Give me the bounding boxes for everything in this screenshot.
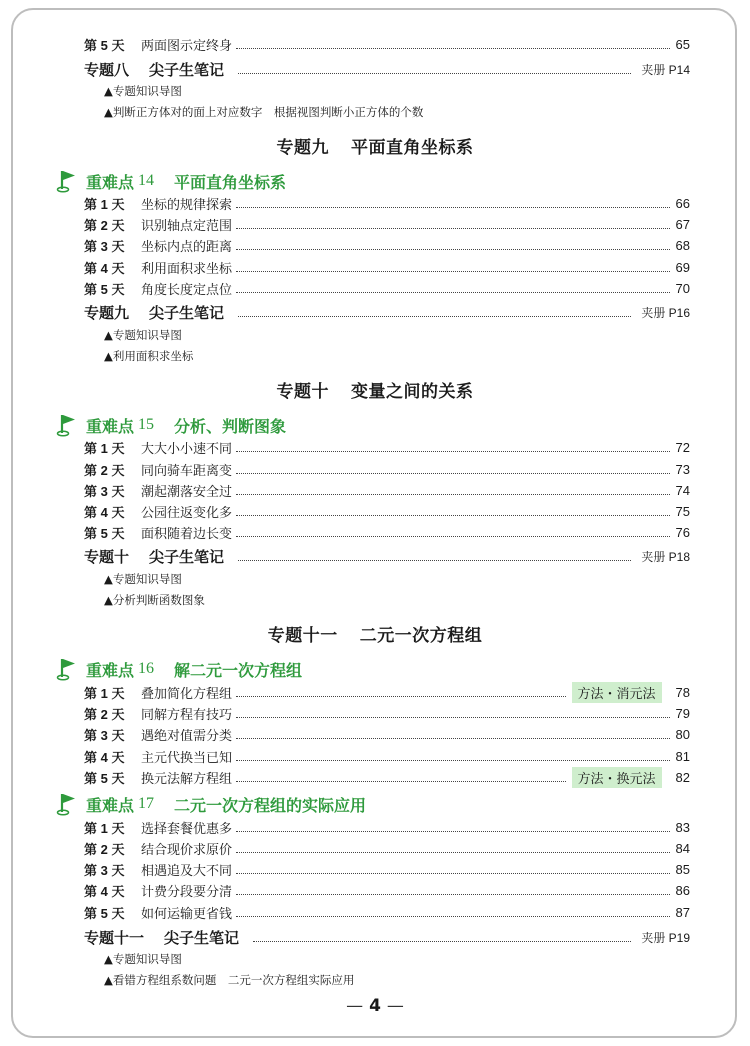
leader-dots (236, 48, 670, 49)
key-point-heading (56, 792, 366, 816)
leader-dots (236, 831, 670, 832)
notebook-subitem: ▲分析判断函数图象 (104, 593, 205, 607)
entry-title: 如何运输更省钱 (141, 906, 233, 922)
topic-label: 专题九 (276, 138, 329, 158)
key-point-label: 重难点 (86, 660, 135, 680)
page-number: 70 (675, 280, 690, 296)
topic-label: 专题八 (84, 60, 130, 79)
entry-title: 选择套餐优惠多 (141, 821, 233, 837)
page-number: 73 (675, 461, 690, 477)
toc-entry[interactable] (84, 278, 690, 298)
notebook-subitem: ▲专题知识导图 (104, 952, 182, 966)
entry-title: 角度长度定点位 (141, 282, 233, 298)
leader-dots (236, 738, 670, 739)
leader-dots (236, 873, 670, 874)
day-label: 第 3 天 (84, 238, 125, 254)
leader-dots (236, 852, 670, 853)
topic-label: 专题十一 (267, 626, 338, 646)
key-point-label: 重难点 (86, 172, 135, 192)
notebook-entry[interactable] (84, 926, 690, 948)
entry-title: 坐标内点的距离 (141, 239, 233, 255)
entry-title: 大大小小速不同 (141, 441, 233, 457)
toc-entry[interactable] (84, 880, 690, 900)
toc-entry[interactable] (84, 193, 690, 213)
footer-dash: — (346, 996, 364, 1016)
toc-entry[interactable] (84, 838, 690, 858)
leader-dots (253, 941, 631, 942)
page-number: 66 (675, 195, 690, 211)
leader-dots (236, 717, 670, 718)
leader-dots (236, 696, 566, 697)
day-label: 第 4 天 (84, 504, 125, 520)
booklet-ref: 夹册 P18 (641, 549, 690, 564)
toc-entry[interactable] (84, 459, 690, 479)
key-point-number: 16 (138, 660, 155, 677)
key-point-number: 17 (138, 795, 155, 812)
entry-title: 识别轴点定范围 (141, 218, 233, 234)
page-number: 74 (675, 482, 690, 498)
day-label: 第 5 天 (84, 905, 125, 921)
day-label: 第 3 天 (84, 727, 125, 743)
day-label: 第 1 天 (84, 685, 125, 701)
key-point-label: 重难点 (86, 416, 135, 436)
notebook-subitem: ▲专题知识导图 (104, 572, 182, 586)
leader-dots (236, 292, 670, 293)
entry-title: 同解方程有技巧 (141, 707, 233, 723)
page-number: 75 (675, 503, 690, 519)
key-point-title: 二元一次方程组的实际应用 (174, 795, 367, 815)
method-tag: 方法・换元法 (572, 767, 662, 788)
page-number: 72 (675, 439, 690, 455)
day-label: 第 5 天 (84, 37, 125, 53)
notebook-subitem: ▲看错方程组系数问题 二元一次方程组实际应用 (104, 973, 355, 987)
notebook-title: 尖子生笔记 (149, 547, 225, 566)
notebook-title: 尖子生笔记 (149, 303, 225, 322)
topic-label: 专题十一 (84, 928, 145, 947)
notebook-subitem: ▲利用面积求坐标 (104, 349, 194, 363)
page-number: 80 (675, 726, 690, 742)
entry-title: 同向骑车距离变 (141, 463, 233, 479)
notebook-title: 尖子生笔记 (149, 60, 225, 79)
day-label: 第 3 天 (84, 862, 125, 878)
entry-title: 公园往返变化多 (141, 505, 233, 521)
notebook-entry[interactable] (84, 545, 690, 567)
entry-title: 利用面积求坐标 (141, 261, 233, 277)
page-number: 87 (675, 904, 690, 920)
page-number: 76 (675, 524, 690, 540)
flag-icon (56, 413, 78, 437)
topic-heading (0, 621, 750, 646)
day-label: 第 4 天 (84, 260, 125, 276)
notebook-entry[interactable] (84, 301, 690, 323)
page-number: 79 (675, 705, 690, 721)
toc-entry[interactable] (84, 214, 690, 234)
page-number: 68 (675, 237, 690, 253)
footer-dash: — (386, 996, 404, 1016)
key-point-title: 平面直角坐标系 (174, 172, 287, 192)
toc-entry[interactable] (84, 767, 690, 787)
leader-dots (238, 316, 631, 317)
page-footer (0, 996, 750, 1016)
entry-title: 计费分段要分清 (141, 884, 233, 900)
notebook-title: 尖子生笔记 (164, 928, 240, 947)
toc-entry[interactable] (84, 437, 690, 457)
entry-title: 叠加简化方程组 (141, 686, 233, 702)
notebook-entry[interactable] (84, 58, 690, 80)
toc-entry[interactable] (84, 235, 690, 255)
page-number: 86 (675, 882, 690, 898)
booklet-ref: 夹册 P16 (641, 305, 690, 320)
toc-entry[interactable] (84, 703, 690, 723)
day-label: 第 4 天 (84, 749, 125, 765)
leader-dots (236, 207, 670, 208)
leader-dots (238, 73, 631, 74)
leader-dots (236, 473, 670, 474)
entry-title: 相遇追及大不同 (141, 863, 233, 879)
leader-dots (236, 515, 670, 516)
topic-heading (0, 377, 750, 402)
key-point-number: 14 (138, 172, 155, 189)
topic-title: 变量之间的关系 (351, 382, 474, 402)
day-label: 第 1 天 (84, 440, 125, 456)
leader-dots (236, 494, 670, 495)
entry-title: 遇绝对值需分类 (141, 728, 233, 744)
day-label: 第 2 天 (84, 706, 125, 722)
day-label: 第 1 天 (84, 196, 125, 212)
day-label: 第 2 天 (84, 841, 125, 857)
leader-dots (236, 271, 670, 272)
toc-entry[interactable] (84, 724, 690, 744)
toc-entry[interactable] (84, 902, 690, 922)
day-label: 第 2 天 (84, 217, 125, 233)
page-number: 84 (675, 840, 690, 856)
page-number: 69 (675, 259, 690, 275)
key-point-heading (56, 657, 302, 681)
day-label: 第 2 天 (84, 462, 125, 478)
leader-dots (236, 894, 670, 895)
page-number: 85 (675, 861, 690, 877)
entry-title: 两面图示定终身 (141, 38, 233, 54)
topic-heading (0, 133, 750, 158)
toc-entry[interactable] (84, 480, 690, 500)
page-number: 83 (675, 819, 690, 835)
key-point-title: 解二元一次方程组 (174, 660, 303, 680)
flag-icon (56, 169, 78, 193)
notebook-subitem: ▲专题知识导图 (104, 84, 182, 98)
page-number: 65 (675, 36, 690, 52)
flag-icon (56, 657, 78, 681)
toc-entry[interactable] (84, 682, 690, 702)
leader-dots (238, 560, 631, 561)
booklet-ref: 夹册 P14 (641, 62, 690, 77)
toc-entry[interactable] (84, 859, 690, 879)
topic-label: 专题十 (276, 382, 329, 402)
key-point-title: 分析、判断图象 (174, 416, 287, 436)
day-label: 第 4 天 (84, 883, 125, 899)
topic-label: 专题九 (84, 303, 130, 322)
page-number-footer: 4 (369, 996, 381, 1016)
day-label: 第 1 天 (84, 820, 125, 836)
booklet-ref: 夹册 P19 (641, 930, 690, 945)
leader-dots (236, 781, 566, 782)
leader-dots (236, 916, 670, 917)
entry-title: 主元代换当已知 (141, 750, 233, 766)
topic-title: 平面直角坐标系 (351, 138, 474, 158)
key-point-number: 15 (138, 416, 155, 433)
topic-title: 二元一次方程组 (359, 626, 483, 646)
leader-dots (236, 249, 670, 250)
entry-title: 潮起潮落安全过 (141, 484, 233, 500)
entry-title: 结合现价求原价 (141, 842, 233, 858)
key-point-label: 重难点 (86, 795, 135, 815)
page-number: 67 (675, 216, 690, 232)
notebook-subitem: ▲专题知识导图 (104, 328, 182, 342)
toc-entry[interactable] (84, 817, 690, 837)
entry-title: 坐标的规律探索 (141, 197, 233, 213)
toc-entry[interactable] (84, 501, 690, 521)
entry-title: 换元法解方程组 (141, 771, 233, 787)
day-label: 第 5 天 (84, 525, 125, 541)
flag-icon (56, 792, 78, 816)
notebook-subitem: ▲判断正方体对的面上对应数字 根据视图判断小正方体的个数 (104, 105, 424, 119)
method-tag: 方法・消元法 (572, 682, 662, 703)
leader-dots (236, 451, 670, 452)
day-label: 第 5 天 (84, 281, 125, 297)
day-label: 第 3 天 (84, 483, 125, 499)
topic-label: 专题十 (84, 547, 130, 566)
key-point-heading (56, 413, 286, 437)
entry-title: 面积随着边长变 (141, 526, 233, 542)
toc-entry[interactable] (84, 257, 690, 277)
page-number: 78 (675, 684, 690, 700)
leader-dots (236, 228, 670, 229)
toc-entry[interactable] (84, 746, 690, 766)
leader-dots (236, 536, 670, 537)
toc-entry[interactable] (84, 34, 690, 54)
day-label: 第 5 天 (84, 770, 125, 786)
key-point-heading (56, 169, 286, 193)
toc-entry[interactable] (84, 522, 690, 542)
leader-dots (236, 760, 670, 761)
page-number: 82 (675, 769, 690, 785)
page-number: 81 (675, 748, 690, 764)
